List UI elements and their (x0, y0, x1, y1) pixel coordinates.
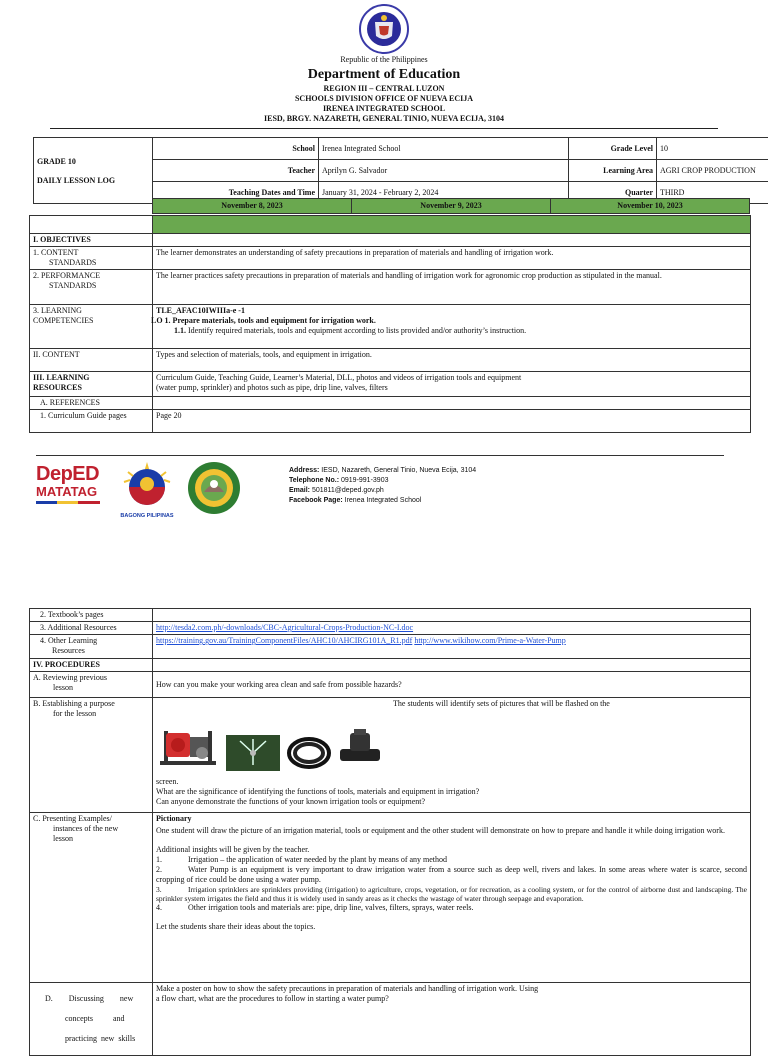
i3-text: Irrigation sprinklers are sprinklers providing (irrigation) to agriculture, crops, vegetation, or for recreation, as a cooling system, or for the control of airborne dust and landscaping. The sprinkler system irrigates the field and thus it is widely used in sandy areas as it checks the wastage of water through seepage and evaporation. (156, 885, 747, 903)
res-label-1: III. LEARNING (33, 373, 89, 382)
dates-table (152, 198, 750, 214)
ol-label-2: Resources (40, 646, 85, 655)
res-text-1: Curriculum Guide, Teaching Guide, Learner’s Material, DLL, photos and videos of irrigation tools and equipment (156, 373, 521, 382)
school-seal-icon (186, 460, 242, 516)
tel-label: Telephone No.: (289, 477, 339, 484)
teacher-label: Teacher (153, 160, 319, 182)
content-standards-text: The learner demonstrates an understanding of safety precautions in preparation of materials and handling of irrigation work. (153, 247, 751, 270)
footer-email (289, 486, 619, 496)
lc-lo: LO 1. Prepare materials, tools and equipment for irrigation work. (151, 316, 747, 326)
fb-label: Facebook Page: (289, 497, 343, 504)
matatag-bar-icon (36, 501, 100, 504)
i4-text: Other irrigation tools and materials are: pipe, drip line, valves, filters, sprays, water reels. (188, 903, 473, 912)
resources-text (153, 372, 751, 397)
textbook-label: 2. Textbook’s pages (30, 609, 153, 622)
day-2: November 9, 2023 (352, 199, 551, 214)
curriculum-guide-label: 1. Curriculum Guide pages (30, 410, 153, 433)
purpose-label (30, 698, 153, 813)
content-text: Types and selection of materials, tools, and equipment in irrigation. (153, 349, 751, 372)
bagong-pilipinas-icon (116, 460, 178, 508)
dates-value: January 31, 2024 - February 2, 2024 (319, 182, 569, 204)
fb-value: Irenea Integrated School (343, 497, 422, 504)
competencies-label (30, 305, 153, 349)
presenting-item-4 (156, 903, 747, 913)
presenting-cell (153, 813, 751, 983)
objectives-blank (153, 234, 751, 247)
footer-contact (289, 466, 619, 506)
a-label-1: A. Reviewing previous (33, 673, 107, 682)
discussing-label (30, 983, 153, 1056)
ps-label-1: 2. PERFORMANCE (33, 271, 100, 280)
other-resources-value (153, 635, 751, 659)
green-band (153, 216, 751, 234)
references-label: A. REFERENCES (30, 397, 153, 410)
presenting-p2: Additional insights will be given by the teacher. (156, 845, 747, 855)
footer-divider (36, 455, 724, 456)
purpose-cell (153, 698, 751, 813)
a-label-2: lesson (33, 683, 73, 692)
i1-text: Irrigation – the application of water needed by the plant by means of any method (188, 855, 447, 864)
reviewing-text: How can you make your working area clean and safe from possible hazards? (153, 672, 751, 698)
grade-label: GRADE 10 (37, 157, 76, 166)
references-blank (153, 397, 751, 410)
addr-value: IESD, Nazareth, General Tinio, Nueva Ecija, 3104 (319, 467, 476, 474)
presenting-p1: One student will draw the picture of an irrigation material, tools or equipment and the other student will demonstrate on how to prepare and handle it while doing irrigation work. (156, 826, 747, 836)
d-label-1: D. Discussing new (45, 994, 133, 1003)
school-line: IRENEA INTEGRATED SCHOOL (0, 104, 768, 113)
seal-icon (354, 2, 414, 54)
content-label: II. CONTENT (30, 349, 153, 372)
dates-label: Teaching Dates and Time (153, 182, 319, 204)
bagong-pilipinas-logo (116, 460, 178, 520)
grade-cell (34, 138, 153, 204)
pictures-row (156, 713, 747, 771)
water-pump-icon (156, 721, 220, 771)
presenting-label (30, 813, 153, 983)
procedures-table (29, 608, 751, 1056)
procedures-blank (153, 659, 751, 672)
tel-value: 0919-991-3903 (339, 477, 388, 484)
b-label-1: B. Establishing a purpose (33, 699, 115, 708)
lc-code: TLE_AFAC10IWIIIa-e -1 (156, 306, 747, 316)
footer-telephone (289, 476, 619, 486)
learning-area-value: AGRI CROP PRODUCTION (657, 160, 768, 182)
day-1: November 8, 2023 (153, 199, 352, 214)
presenting-item-1 (156, 855, 747, 865)
res-label-2: RESOURCES (33, 383, 82, 392)
training-gov-link[interactable]: https://training.gov.au/TrainingComponentFiles/AHC10/AHCIRG101A_R1.pdf (156, 636, 412, 645)
c-label-3: lesson (33, 834, 73, 843)
ol-label-1: 4. Other Learning (40, 636, 97, 645)
presenting-item-2 (156, 865, 747, 885)
resources-label (30, 372, 153, 397)
discussing-cell (153, 983, 751, 1056)
quarter-value: THIRD (657, 182, 768, 204)
pictionary-title: Pictionary (156, 814, 747, 824)
day-3: November 10, 2023 (551, 199, 750, 214)
i2-text: Water Pump is an equipment is very important to draw irrigation water from a source such as deep well, rivers and lakes. In some areas where water is scarce, second cropping of rice could be done using a water pump. (156, 865, 747, 884)
email-value: 501811@deped.gov.ph (310, 487, 384, 494)
i2-num: 2. (156, 865, 188, 875)
lc-label-2: COMPETENCIES (33, 316, 93, 325)
grade-level-label: Grade Level (569, 138, 657, 160)
purpose-text-4: Can anyone demonstrate the functions of your known irrigation tools or equipment? (156, 797, 747, 807)
log-label: DAILY LESSON LOG (37, 176, 115, 185)
tesda-link[interactable]: http://tesda2.com.ph/-downloads/CBC-Agricultural-Crops-Production-NC-I.doc (156, 623, 413, 632)
i3-num: 3. (156, 885, 188, 894)
discussing-text-2: a flow chart, what are the procedures to follow in starting a water pump? (156, 994, 747, 1004)
additional-resources-value (153, 622, 751, 635)
textbook-value (153, 609, 751, 622)
footer-facebook (289, 496, 619, 506)
res-text-2: (water pump, sprinkler) and photos such as pipe, drip line, valves, filters (156, 383, 388, 392)
email-label: Email: (289, 487, 310, 494)
grade-level-value: 10 (657, 138, 768, 160)
d-label-3: practicing new skills (45, 1034, 135, 1043)
teacher-value: Aprilyn G. Salvador (319, 160, 569, 182)
presenting-item-3 (156, 885, 747, 903)
lc-label-1: 3. LEARNING (33, 306, 82, 315)
valve-icon (338, 727, 382, 771)
i1-num: 1. (156, 855, 188, 865)
school-logo (186, 460, 242, 516)
d-label-2: concepts and (45, 1014, 125, 1023)
lc-item-text: Identify required materials, tools and equipment according to lists provided and/or authority’s instruction. (186, 326, 526, 335)
lesson-table (29, 215, 751, 433)
i4-num: 4. (156, 903, 188, 913)
c-label-1: C. Presenting Examples/ (33, 814, 112, 823)
competencies-text (153, 305, 751, 349)
b-label-2: for the lesson (33, 709, 96, 718)
performance-standards-text: The learner practices safety precautions in preparation of materials and handling of irrigation work for agronomic crop production as stipulated in the manual. (153, 270, 751, 305)
wikihow-link[interactable]: http://www.wikihow.com/Prime-a-Water-Pump (414, 636, 565, 645)
footer-address (289, 466, 619, 476)
procedures-label: IV. PROCEDURES (30, 659, 153, 672)
performance-standards-label (30, 270, 153, 305)
matatag-wordmark: MATATAG (36, 485, 106, 499)
cs-label-1: 1. CONTENT (33, 248, 78, 257)
additional-resources-label: 3. Additional Resources (30, 622, 153, 635)
drip-line-icon (286, 735, 332, 771)
division-line: SCHOOLS DIVISION OFFICE OF NUEVA ECIJA (0, 94, 768, 103)
reviewing-label (30, 672, 153, 698)
purpose-text-1: The students will identify sets of pictures that will be flashed on the (156, 699, 747, 709)
addr-label: Address: (289, 467, 319, 474)
department-title: Department of Education (0, 67, 768, 83)
republic-line: Republic of the Philippines (0, 55, 768, 64)
content-standards-label (30, 247, 153, 270)
discussing-text-1: Make a poster on how to show the safety precautions in preparation of materials and handling of irrigation work. Using (156, 984, 747, 994)
blank-cell (30, 216, 153, 234)
info-table (33, 137, 768, 204)
presenting-p3: Let the students share their ideas about the topics. (156, 922, 747, 932)
deped-seal (354, 2, 414, 54)
ps-label-2: STANDARDS (33, 281, 96, 290)
header-divider (50, 128, 718, 129)
sprinkler-icon (226, 735, 280, 771)
deped-logo (36, 463, 106, 515)
address-line: IESD, BRGY. NAZARETH, GENERAL TINIO, NUEVA ECIJA, 3104 (0, 114, 768, 123)
deped-wordmark: DepED (36, 463, 106, 485)
school-label: School (153, 138, 319, 160)
curriculum-guide-value: Page 20 (153, 410, 751, 433)
other-resources-label (30, 635, 153, 659)
school-value: Irenea Integrated School (319, 138, 569, 160)
quarter-label: Quarter (569, 182, 657, 204)
lc-num: 1.1. (174, 326, 186, 335)
lc-item (156, 326, 747, 336)
c-label-2: instances of the new (33, 824, 118, 833)
cs-label-2: STANDARDS (33, 258, 96, 267)
objectives-label: I. OBJECTIVES (30, 234, 153, 247)
region-line: REGION III – CENTRAL LUZON (0, 84, 768, 93)
learning-area-label: Learning Area (569, 160, 657, 182)
purpose-text-2: screen. (156, 777, 747, 787)
bagong-pilipinas-text: BAGONG PILIPINAS (114, 513, 180, 519)
purpose-text-3: What are the significance of identifying the functions of tools, materials and equipment in irrigation? (156, 787, 747, 797)
